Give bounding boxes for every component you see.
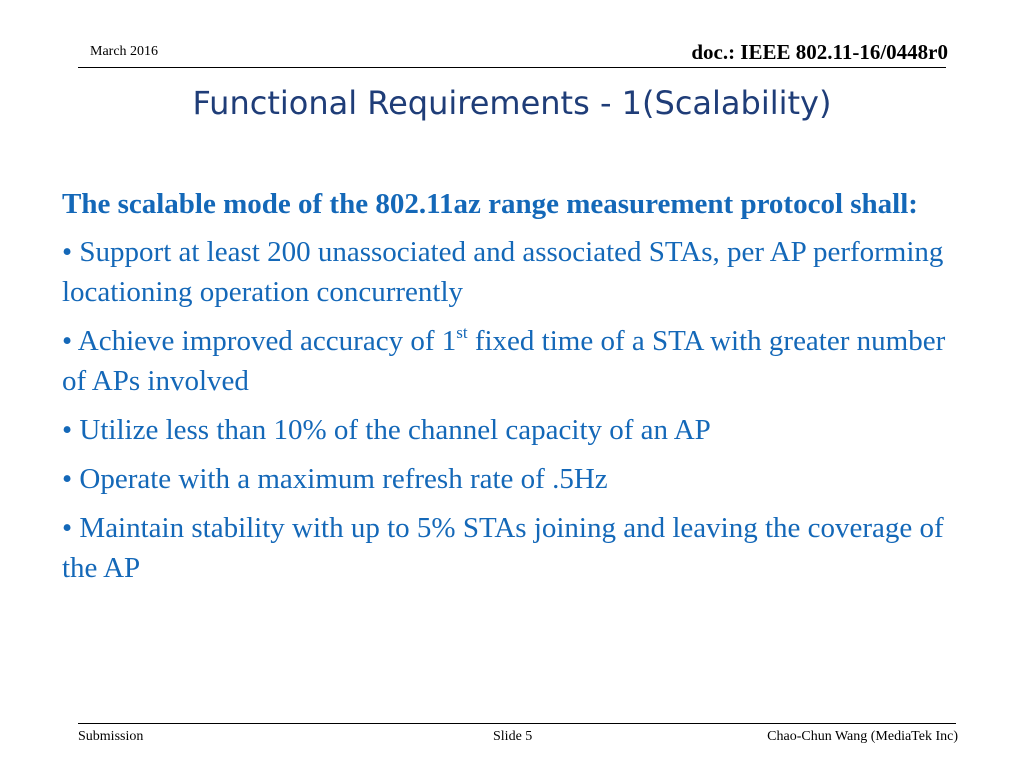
bullet-superscript: st: [456, 323, 468, 342]
header-date: March 2016: [90, 44, 159, 59]
slide-title: Functional Requirements - 1(Scalability): [192, 84, 832, 122]
header-doc-id: doc.: IEEE 802.11-16/0448r0: [691, 40, 948, 64]
slide-body: [62, 184, 962, 597]
bullet-text-before: • Achieve improved accuracy of 1: [62, 325, 457, 357]
bullet-item: [62, 321, 962, 401]
footer-slide-number: Slide 5: [493, 729, 533, 744]
footer-author: Chao-Chun Wang (MediaTek Inc): [767, 729, 958, 744]
bullet-text-after: fixed time of a STA with greater number of APs involved: [62, 325, 946, 397]
slide-lead-text: The scalable mode of the 802.11az range measurement protocol shall:: [62, 188, 918, 220]
footer-submission: Submission: [78, 729, 144, 744]
bullet-item: • Operate with a maximum refresh rate of .5Hz: [62, 463, 608, 495]
bullet-item: • Support at least 200 unassociated and associated STAs, per AP performing locationing operation concurrently: [62, 236, 944, 308]
header-divider: [78, 67, 946, 68]
bullet-item: • Utilize less than 10% of the channel capacity of an AP: [62, 414, 711, 446]
bullet-item: • Maintain stability with up to 5% STAs joining and leaving the coverage of the AP: [62, 512, 944, 584]
footer-divider: [78, 723, 956, 724]
